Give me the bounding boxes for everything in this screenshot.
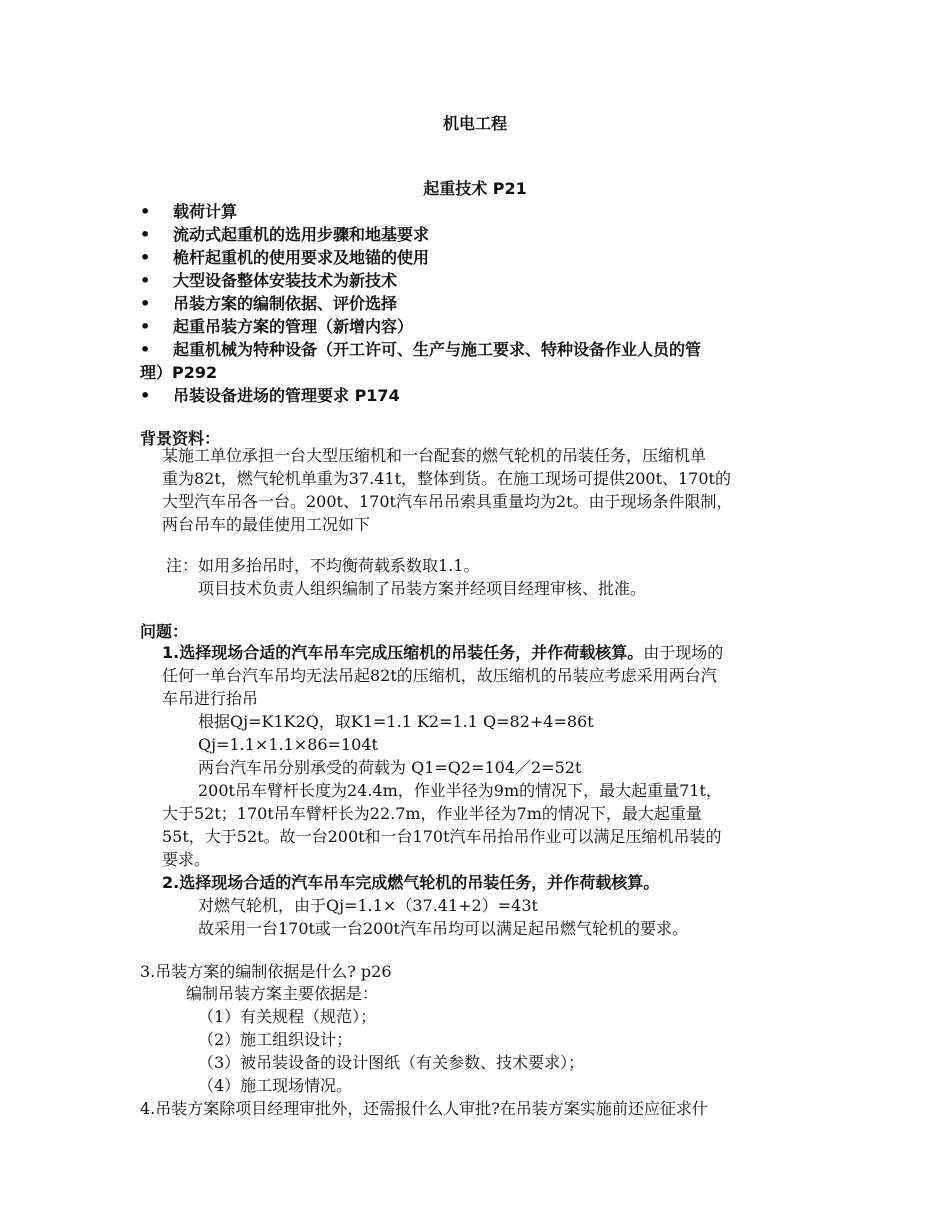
question-4-title: 4.吊装方案除项目经理审批外，还需报什么人审批?在吊装方案实施前还应征求什 — [140, 1099, 708, 1118]
list-item: 流动式起重机的选用步骤和地基要求 — [173, 225, 430, 244]
background-heading: 背景资料： — [140, 429, 221, 448]
background-line: 重为82t，燃气轮机单重为37.41t，整体到货。在施工现场可提供200t、170t的 — [162, 469, 731, 488]
list-item: 吊装方案的编制依据、评价选择 — [173, 294, 398, 313]
list-item: （1）有关规程（规范）； — [198, 1007, 377, 1026]
answer-line: 车吊进行抬吊 — [162, 689, 259, 708]
answer-line: 对燃气轮机，由于Qj=1.1×（37.41+2）=43t — [198, 896, 538, 915]
bullet-marker: • — [140, 386, 151, 405]
answer-line: 要求。 — [162, 850, 211, 869]
list-item: （4）施工现场情况。 — [198, 1076, 353, 1095]
bullet-marker: • — [140, 248, 151, 267]
question-1-title: 1.选择现场合适的汽车吊车完成压缩机的吊装任务，并作荷载核算。 — [162, 643, 644, 662]
question-1-answer-start: 由于现场的 — [643, 643, 724, 662]
list-item: 起重机械为特种设备（开工许可、生产与施工要求、特种设备作业人员的管 — [173, 340, 702, 359]
list-item: 桅杆起重机的使用要求及地锚的使用 — [173, 248, 430, 267]
bullet-marker: • — [140, 225, 151, 244]
bullet-marker: • — [140, 340, 151, 359]
list-item: 起重吊装方案的管理（新增内容） — [173, 317, 414, 336]
answer-line: 55t，大于52t。故一台200t和一台170t汽车吊抬吊作业可以满足压缩机吊装的 — [162, 827, 722, 846]
list-item-continuation: 理）P292 — [140, 363, 218, 382]
answer-line: 编制吊装方案主要依据是： — [186, 984, 379, 1003]
question-3-title: 3.吊装方案的编制依据是什么? p26 — [140, 962, 392, 981]
list-item: 大型设备整体安装技术为新技术 — [173, 271, 398, 290]
calc-line: 200t吊车臂杆长度为24.4m，作业半径为9m的情况下，最大起重量71t， — [198, 781, 722, 800]
bullet-marker: • — [140, 271, 151, 290]
bullet-marker: • — [140, 294, 151, 313]
section-title: 起重技术 P21 — [423, 179, 527, 198]
background-line: 某施工单位承担一台大型压缩机和一台配套的燃气轮机的吊装任务，压缩机单 — [162, 446, 707, 465]
question-1 — [162, 642, 723, 664]
list-item: 吊装设备进场的管理要求 P174 — [173, 386, 400, 405]
question-2-title: 2.选择现场合适的汽车吊车完成燃气轮机的吊装任务，并作荷载核算。 — [162, 873, 660, 892]
note: 注：如用多抬吊时，不均衡荷载系数取1.1。 — [166, 556, 480, 575]
questions-heading: 问题： — [140, 622, 189, 641]
calc-line: 根据Qj=K1K2Q，取K1=1.1 K2=1.1 Q=82+4=86t — [198, 712, 594, 731]
list-item: （2）施工组织设计； — [198, 1030, 353, 1049]
list-item: （3）被吊装设备的设计图纸（有关参数、技术要求）； — [198, 1053, 585, 1072]
calc-line: Qj=1.1×1.1×86=104t — [198, 735, 378, 754]
background-line: 大型汽车吊各一台。200t、170t汽车吊吊索具重量均为2t。由于现场条件限制， — [162, 492, 733, 511]
page-title: 机电工程 — [442, 114, 507, 133]
note-approval: 项目技术负责人组织编制了吊装方案并经项目经理审核、批准。 — [198, 579, 647, 598]
answer-line: 大于52t；170t吊车臂杆长为22.7m，作业半径为7m的情况下，最大起重量 — [162, 804, 702, 823]
calc-line: 两台汽车吊分别承受的荷载为 Q1=Q2=104／2=52t — [198, 758, 582, 777]
answer-line: 故采用一台170t或一台200t汽车吊均可以满足起吊燃气轮机的要求。 — [198, 919, 688, 938]
bullet-marker: • — [140, 317, 151, 336]
bullet-marker: • — [140, 202, 151, 221]
list-item: 载荷计算 — [173, 202, 238, 221]
answer-line: 任何一单台汽车吊均无法吊起82t的压缩机，故压缩机的吊装应考虑采用两台汽 — [162, 666, 717, 685]
background-line: 两台吊车的最佳使用工况如下 — [162, 515, 371, 534]
